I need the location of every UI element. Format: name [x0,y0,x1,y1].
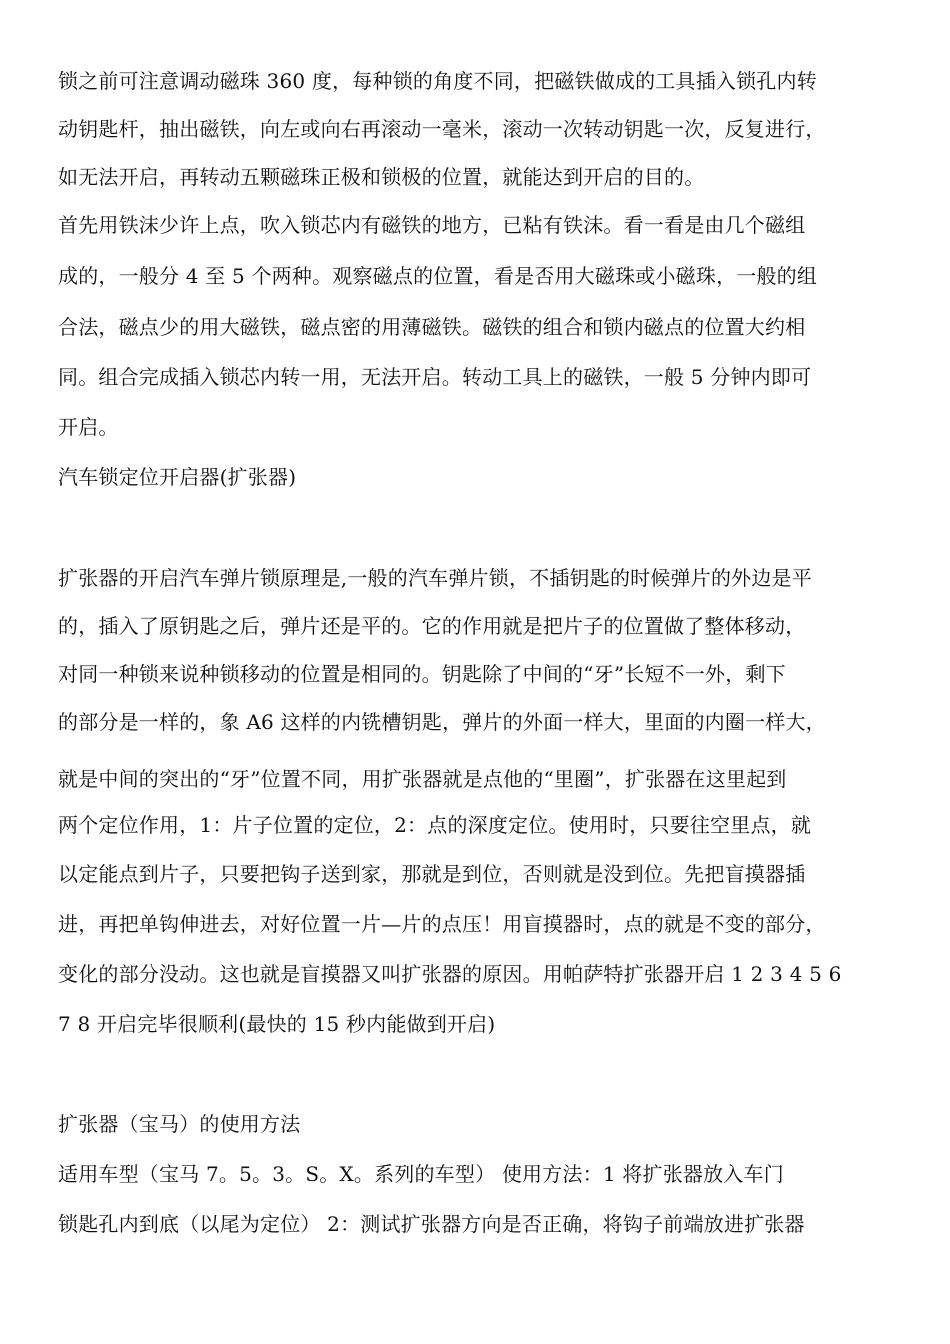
text-line: 合法，磁点少的用大磁铁，磁点密的用薄磁铁。磁铁的组合和锁内磁点的位置大约相 [58,315,806,339]
text-line: 以定能点到片子，只要把钩子送到家，那就是到位，否则就是没到位。先把盲摸器插 [58,862,806,886]
text-line: 就是中间的突出的“牙”位置不同，用扩张器就是点他的“里圈”，扩张器在这里起到 [58,767,787,791]
text-line: 锁之前可注意调动磁珠 360 度，每种锁的角度不同，把磁铁做成的工具插入锁孔内转 [58,69,817,93]
text-line: 适用车型（宝马 7。5。3。S。X。系列的车型） 使用方法：1 将扩张器放入车门 [58,1162,784,1186]
text-line: 扩张器的开启汽车弹片锁原理是,一般的汽车弹片锁，不插钥匙的时候弹片的外边是平 [58,566,812,590]
text-line: 同。组合完成插入锁芯内转一用，无法开启。转动工具上的磁铁，一般 5 分钟内即可 [58,365,812,389]
section-heading: 汽车锁定位开启器(扩张器) [58,465,297,489]
text-line: 7 8 开启完毕很顺利(最快的 15 秒内能做到开启) [58,1012,496,1036]
text-line: 成的，一般分 4 至 5 个两种。观察磁点的位置，看是否用大磁珠或小磁珠，一般的组 [58,264,818,288]
text-line: 进，再把单钩伸进去，对好位置一片—片的点压！用盲摸器时，点的就是不变的部分， [58,912,826,936]
text-line: 的部分是一样的，象 A6 这样的内铣槽钥匙，弹片的外面一样大，里面的内圈一样大， [58,710,826,734]
text-line: 如无法开启，再转动五颗磁珠正极和锁极的位置，就能达到开启的目的。 [58,165,705,189]
text-line: 对同一种锁来说种锁移动的位置是相同的。钥匙除了中间的“牙”长短不一外，剩下 [58,662,786,686]
text-line: 变化的部分没动。这也就是盲摸器又叫扩张器的原因。用帕萨特扩张器开启 1 2 3 4 5 6 [58,962,842,986]
text-line: 的，插入了原钥匙之后，弹片还是平的。它的作用就是把片子的位置做了整体移动， [58,614,806,638]
text-line: 动钥匙杆，抽出磁铁，向左或向右再滚动一毫米，滚动一次转动钥匙一次，反复进行， [58,117,826,141]
section-heading: 扩张器（宝马）的使用方法 [58,1112,301,1136]
text-line: 两个定位作用，1：片子位置的定位，2：点的深度定位。使用时，只要往空里点，就 [58,813,812,837]
text-line: 锁匙孔内到底（以尾为定位） 2：测试扩张器方向是否正确，将钩子前端放进扩张器 [58,1212,805,1236]
text-line: 开启。 [58,415,119,439]
text-line: 首先用铁沫少许上点，吹入锁芯内有磁铁的地方，已粘有铁沫。看一看是由几个磁组 [58,213,806,237]
